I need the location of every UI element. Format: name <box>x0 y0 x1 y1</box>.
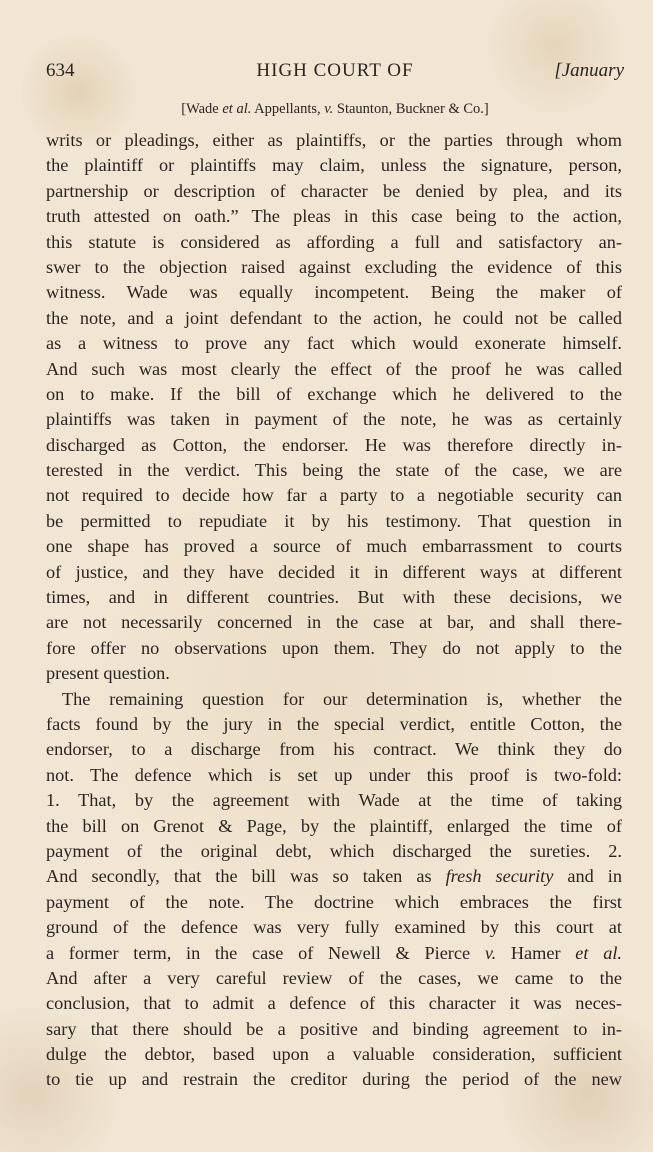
text-line: ground of the defence was very fully examined by this court at <box>46 917 622 938</box>
text-line: the plaintiff or plaintiffs may claim, unless the signature, person, <box>46 155 622 176</box>
text-line: not. The defence which is set up under this proof is two-fold: <box>46 764 622 785</box>
text-line <box>46 941 622 966</box>
text-line: sary that there should be a positive and binding agreement to in- <box>46 1018 622 1039</box>
page-header <box>46 58 624 90</box>
text-line: discharged as Cotton, the endorser. He was therefore directly in- <box>46 434 622 455</box>
text-line: And after a very careful review of the cases, we came to the <box>46 967 622 988</box>
text-line: partnership or description of character be denied by plea, and its <box>46 180 622 201</box>
text-line: on to make. If the bill of exchange which he delivered to the <box>46 383 622 404</box>
text-line: are not necessarily concerned in the case at bar, and shall there- <box>46 612 622 633</box>
text-line: payment of the note. The doctrine which embraces the first <box>46 891 622 912</box>
text-segment: a former term, in the case of Newell & Pierce <box>46 942 485 963</box>
caption-italic: et al. <box>222 101 252 117</box>
paragraph <box>46 128 622 687</box>
text-line: to tie up and restrain the creditor during the period of the new <box>46 1069 622 1090</box>
paragraph <box>46 687 622 1093</box>
text-line: be permitted to repudiate it by his testimony. That question in <box>46 510 622 531</box>
caption-text: Staunton, Buckner & Co.] <box>333 101 489 117</box>
text-line: facts found by the jury in the special verdict, entitle Cotton, the <box>46 713 622 734</box>
text-line: And such was most clearly the effect of the proof he was called <box>46 358 622 379</box>
text-line: the note, and a joint defendant to the action, he could not be called <box>46 307 622 328</box>
running-head: HIGH COURT OF <box>256 60 414 81</box>
italic-segment: et al. <box>575 942 622 963</box>
running-date: [January <box>554 60 624 81</box>
italic-segment: fresh security <box>445 866 554 887</box>
text-line: present question. <box>46 663 170 684</box>
text-line: times, and in different countries. But with these decisions, we <box>46 587 622 608</box>
text-line: swer to the objection raised against excluding the evidence of this <box>46 256 622 277</box>
text-line: payment of the original debt, which discharged the sureties. 2. <box>46 840 622 861</box>
text-line: fore offer no observations upon them. They do not apply to the <box>46 637 622 658</box>
text-line: witness. Wade was equally incompetent. Being the maker of <box>46 282 622 303</box>
text-line: as a witness to prove any fact which would exonerate himself. <box>46 333 622 354</box>
text-line: writs or pleadings, either as plaintiffs, or the parties through whom <box>46 130 622 150</box>
text-line: one shape has proved a source of much embarrassment to courts <box>46 536 622 557</box>
text-line: dulge the debtor, based upon a valuable consideration, sufficient <box>46 1044 622 1065</box>
caption-italic: v. <box>324 101 334 117</box>
text-line: not required to decide how far a party to a negotiable security can <box>46 485 622 506</box>
text-line: terested in the verdict. This being the state of the case, we are <box>46 460 622 481</box>
text-line: endorser, to a discharge from his contract. We think they do <box>46 739 622 760</box>
text-segment: and in <box>553 866 622 887</box>
text-line: the bill on Grenot & Page, by the plaintiff, enlarged the time of <box>46 815 622 836</box>
caption-text: [Wade <box>181 101 223 117</box>
text-line: The remaining question for our determination is, whether the <box>62 688 622 709</box>
text-line: plaintiffs was taken in payment of the note, he was as certainly <box>46 409 622 430</box>
italic-segment: v. <box>484 942 497 963</box>
text-line: this statute is considered as affording a full and satisfactory an- <box>46 231 622 252</box>
case-caption <box>46 101 624 118</box>
text-line: conclusion, that to admit a defence of this character it was neces- <box>46 993 622 1014</box>
text-line: of justice, and they have decided it in different ways at different <box>46 561 622 582</box>
text-line <box>46 864 622 889</box>
text-line: truth attested on oath.” The pleas in this case being to the action, <box>46 206 622 227</box>
text-segment: Hamer <box>496 942 576 963</box>
text-line: 1. That, by the agreement with Wade at the time of taking <box>46 790 622 811</box>
caption-text: Appellants, <box>251 101 325 117</box>
body-text <box>46 128 622 1093</box>
text-segment: And secondly, that the bill was so taken as <box>46 866 446 887</box>
page-number: 634 <box>46 60 75 81</box>
